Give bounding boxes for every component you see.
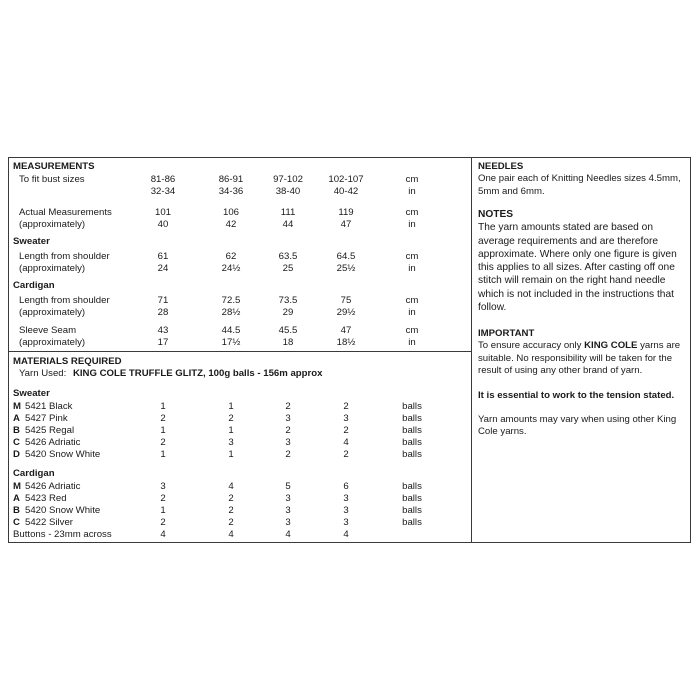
materials-row-label: 5421 Black: [25, 401, 73, 412]
materials-quantity: 2: [228, 493, 234, 504]
materials-quantity: 2: [285, 449, 291, 460]
measurement-value: 64.5: [336, 251, 356, 262]
yarn-used-line: [19, 368, 322, 380]
measurement-value: 61: [157, 251, 169, 262]
measurement-unit: in: [408, 307, 416, 318]
notes-heading: NOTES: [478, 209, 514, 220]
materials-quantity: 4: [343, 529, 349, 540]
measurement-value: 45.5: [278, 325, 298, 336]
measurement-unit: cm: [405, 251, 419, 262]
yarn-shade-code: C: [13, 517, 20, 528]
materials-quantity: 4: [228, 481, 234, 492]
measurement-value: 47: [340, 325, 352, 336]
materials-unit: balls: [402, 517, 422, 528]
materials-row-label: 5426 Adriatic: [25, 481, 81, 492]
important-section: [478, 328, 688, 439]
materials-quantity: 2: [160, 413, 166, 424]
needles-section: [478, 161, 686, 198]
measurement-value: 47: [340, 219, 352, 230]
measurement-value: 28: [157, 307, 169, 318]
materials-row-label: 5420 Snow White: [25, 505, 101, 516]
notes-section: [478, 208, 688, 314]
measurement-value: 29½: [336, 307, 356, 318]
measurement-value: 43: [157, 325, 169, 336]
materials-row-label: 5427 Pink: [25, 413, 68, 424]
measurement-value: 24½: [221, 263, 241, 274]
materials-quantity: 1: [228, 401, 234, 412]
materials-quantity: 3: [343, 505, 349, 516]
materials-quantity: 2: [343, 425, 349, 436]
measurement-value: 29: [282, 307, 294, 318]
measurement-value: 44.5: [221, 325, 241, 336]
tension-note: It is essential to work to the tension stated.: [478, 389, 675, 401]
yarn-shade-code: A: [13, 413, 20, 424]
measurement-value: 101: [154, 207, 172, 218]
materials-quantity: 5: [285, 481, 291, 492]
materials-unit: balls: [402, 449, 422, 460]
measurement-value: 106: [222, 207, 240, 218]
yarn-shade-code: C: [13, 437, 20, 448]
measurement-value: 42: [225, 219, 237, 230]
materials-quantity: 1: [228, 449, 234, 460]
important-text: [478, 340, 688, 377]
materials-quantity: 3: [160, 481, 166, 492]
materials-quantity: 4: [228, 529, 234, 540]
measurement-value: 25: [282, 263, 294, 274]
materials-row-label: Buttons - 23mm across: [13, 529, 112, 540]
materials-quantity: 4: [160, 529, 166, 540]
materials-quantity: 3: [343, 517, 349, 528]
important-heading: IMPORTANT: [478, 328, 535, 339]
measurement-value: 17: [157, 337, 169, 348]
materials-quantity: 3: [285, 437, 291, 448]
measurement-value: 34-36: [218, 186, 244, 197]
yarn-shade-code: D: [13, 449, 20, 460]
materials-quantity: 3: [285, 505, 291, 516]
measurement-value: 86-91: [218, 174, 244, 185]
measurement-value: 119: [338, 207, 354, 218]
materials-quantity: 2: [228, 505, 234, 516]
materials-quantity: 3: [285, 413, 291, 424]
materials-quantity: 1: [160, 401, 166, 412]
measurement-value: 73.5: [278, 295, 298, 306]
measurement-value: 18½: [336, 337, 356, 348]
measurement-unit: in: [408, 337, 416, 348]
materials-quantity: 6: [343, 481, 349, 492]
materials-unit: balls: [402, 413, 422, 424]
yarn-variation-note: Yarn amounts may vary when using other King Cole yarns.: [478, 414, 677, 438]
measurement-value: 25½: [336, 263, 356, 274]
materials-quantity: 3: [285, 517, 291, 528]
materials-unit: balls: [402, 481, 422, 492]
materials-quantity: 2: [343, 449, 349, 460]
measurement-value: 24: [157, 263, 169, 274]
measurement-row-label: Sleeve Seam: [19, 325, 77, 336]
measurement-value: 18: [282, 337, 294, 348]
materials-quantity: 2: [285, 401, 291, 412]
measurement-value: 28½: [221, 307, 241, 318]
measurement-value: 40: [157, 219, 169, 230]
materials-quantity: 2: [160, 437, 166, 448]
yarn-shade-code: B: [13, 505, 20, 516]
needles-text: One pair each of Knitting Needles sizes 4.5mm, 5mm and 6mm.: [478, 173, 681, 197]
materials-sweater-heading: Sweater: [13, 388, 50, 399]
materials-row-label: 5423 Red: [25, 493, 67, 504]
materials-quantity: 2: [228, 413, 234, 424]
materials-quantity: 4: [343, 437, 349, 448]
measurement-value: 40-42: [333, 186, 359, 197]
measurement-value: 72.5: [221, 295, 241, 306]
materials-heading: MATERIALS REQUIRED: [13, 356, 122, 367]
measurement-row-label: (approximately): [19, 307, 86, 318]
measurement-unit: in: [408, 186, 416, 197]
yarn-shade-code: M: [13, 481, 21, 492]
column-divider: [471, 157, 472, 543]
measurement-value: 97-102: [273, 174, 303, 185]
materials-unit: balls: [402, 401, 422, 412]
materials-unit: balls: [402, 425, 422, 436]
materials-quantity: 4: [285, 529, 291, 540]
measurement-row-label: (approximately): [19, 263, 86, 274]
important-brand: KING COLE: [584, 340, 638, 352]
measurement-row-label: To fit bust sizes: [19, 174, 85, 185]
measurement-row-label: (approximately): [19, 337, 86, 348]
sweater-subheading: Sweater: [13, 236, 50, 247]
materials-unit: balls: [402, 493, 422, 504]
measurement-value: 17½: [221, 337, 241, 348]
materials-quantity: 2: [285, 425, 291, 436]
yarn-shade-code: A: [13, 493, 20, 504]
measurement-unit: cm: [405, 207, 419, 218]
materials-quantity: 2: [160, 493, 166, 504]
materials-quantity: 1: [160, 449, 166, 460]
materials-row-label: 5422 Silver: [25, 517, 73, 528]
measurement-unit: cm: [405, 325, 419, 336]
measurement-value: 63.5: [278, 251, 298, 262]
measurement-unit: in: [408, 263, 416, 274]
measurement-value: 38-40: [275, 186, 301, 197]
materials-quantity: 3: [343, 493, 349, 504]
measurement-value: 32-34: [150, 186, 176, 197]
materials-quantity: 1: [160, 505, 166, 516]
materials-quantity: 2: [228, 517, 234, 528]
measurement-value: 62: [225, 251, 237, 262]
materials-quantity: 3: [343, 413, 349, 424]
materials-unit: balls: [402, 505, 422, 516]
notes-text: The yarn amounts stated are based on average requirements and are therefore approximate. Where only one figure is given this applies to all sizes. After casting off one stitch will remain on the right hand needle which is not included in the instructions that follow.: [478, 222, 677, 314]
yarn-used-value: KING COLE TRUFFLE GLITZ, 100g balls - 156m approx: [72, 368, 323, 379]
measurement-value: 111: [280, 207, 296, 218]
measurement-row-label: Length from shoulder: [19, 251, 110, 262]
section-divider: [8, 351, 472, 352]
measurement-row-label: (approximately): [19, 219, 86, 230]
materials-quantity: 2: [343, 401, 349, 412]
measurement-row-label: Length from shoulder: [19, 295, 110, 306]
measurement-value: 71: [157, 295, 169, 306]
measurement-value: 81-86: [150, 174, 176, 185]
materials-quantity: 3: [285, 493, 291, 504]
measurement-unit: cm: [405, 295, 419, 306]
materials-quantity: 2: [160, 517, 166, 528]
materials-row-label: 5426 Adriatic: [25, 437, 81, 448]
materials-row-label: 5425 Regal: [25, 425, 75, 436]
measurement-value: 75: [340, 295, 352, 306]
measurement-value: 102-107: [328, 174, 364, 185]
important-text-before: To ensure accuracy only: [478, 340, 585, 352]
yarn-shade-code: B: [13, 425, 20, 436]
materials-quantity: 1: [160, 425, 166, 436]
measurement-value: 44: [282, 219, 294, 230]
yarn-shade-code: M: [13, 401, 21, 412]
cardigan-subheading: Cardigan: [13, 280, 55, 291]
measurements-heading: MEASUREMENTS: [13, 161, 95, 172]
materials-quantity: 1: [228, 425, 234, 436]
yarn-used-label: Yarn Used:: [19, 368, 67, 379]
materials-quantity: 3: [228, 437, 234, 448]
materials-row-label: 5420 Snow White: [25, 449, 101, 460]
needles-heading: NEEDLES: [478, 161, 524, 172]
materials-cardigan-heading: Cardigan: [13, 468, 55, 479]
materials-unit: balls: [402, 437, 422, 448]
important-text-after: yarns are suitable. No responsibility will be taken for the result of using any other brand of yarn.: [478, 340, 681, 377]
measurement-unit: cm: [405, 174, 419, 185]
measurement-unit: in: [408, 219, 416, 230]
measurement-row-label: Actual Measurements: [19, 207, 112, 218]
